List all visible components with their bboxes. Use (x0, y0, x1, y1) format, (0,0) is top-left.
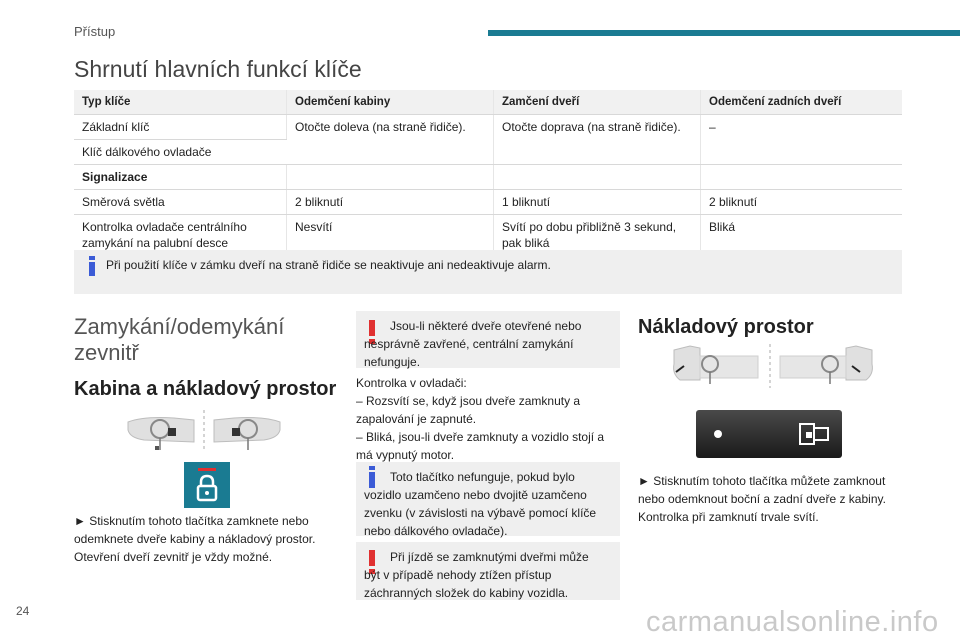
table-header-cell: Odemčení kabiny (287, 90, 494, 115)
cabin-key-diagram (124, 410, 284, 452)
table-cell: Bliká (701, 215, 903, 256)
cargo-lock-button-icon (696, 410, 842, 458)
page-number: 24 (16, 604, 30, 618)
table-cell (701, 165, 903, 190)
table-cell: Signalizace (74, 165, 287, 190)
left-section-title: Zamykání/odemykání zevnitř (74, 314, 285, 365)
info-note-text: Při použití klíče v zámku dveří na straně řidiče se neaktivuje ani nedeaktivuje alarm. (106, 258, 551, 272)
table-cell (287, 165, 494, 190)
table-cell: Svítí po dobu přibližně 3 sekund, pak bliká (494, 215, 701, 256)
table-cell: 2 bliknutí (287, 190, 494, 215)
lock-button-icon (184, 462, 230, 508)
table-header-cell: Typ klíče (74, 90, 287, 115)
right-body-text: ► Stisknutím tohoto tlačítka můžete zamknout nebo odemknout boční a zadní dveře z kabiny. Kontrolka při zamknutí trvale svítí. (638, 474, 886, 524)
warning-text-2: Při jízdě se zamknutými dveřmi může být v případě nehody ztížen přístup záchranných složek do kabiny vozidla. (364, 550, 589, 600)
table-cell (494, 165, 701, 190)
left-body-text: ► Stisknutím tohoto tlačítka zamknete nebo odemknete dveře kabiny a nákladový prostor. Otevření dveří zevnitř je vždy možné. (74, 514, 316, 564)
warning-box-2 (356, 542, 620, 600)
table-cell: 2 bliknutí (701, 190, 903, 215)
middle-text-line-2: – Bliká, jsou-li dveře zamknuty a vozidlo stojí a má vypnutý motor. (356, 430, 605, 462)
table-cell: Nesvítí (287, 215, 494, 256)
cargo-key-diagram (670, 344, 876, 388)
header-accent-bar (488, 30, 960, 36)
footer-watermark: carmanualsonline.info (646, 606, 939, 638)
table-row (74, 115, 902, 140)
right-subtitle: Nákladový prostor (638, 316, 814, 338)
key-functions-table (74, 90, 902, 256)
info-note-box (74, 250, 902, 294)
table-cell: Kontrolka ovladače centrálního zamykání na palubní desce (74, 215, 287, 256)
table-header-cell: Odemčení zadních dveří (701, 90, 903, 115)
warning-box-1 (356, 311, 620, 368)
left-subtitle: Kabina a nákladový prostor (74, 378, 337, 400)
table-header-row (74, 90, 902, 115)
info-text-middle: Toto tlačítko nefunguje, pokud bylo vozidlo uzamčeno nebo dvojitě uzamčeno zvenku (v závislosti na výbavě pomocí klíče nebo dálkového ovladače). (364, 470, 597, 538)
table-cell: 1 bliknutí (494, 190, 701, 215)
info-icon (88, 256, 96, 276)
page-title: Shrnutí hlavních funkcí klíče (74, 56, 362, 82)
table-cell: Klíč dálkového ovladače (74, 140, 287, 165)
middle-text-intro: Kontrolka v ovladači: (356, 376, 467, 390)
table-cell: – (701, 115, 903, 165)
table-row (74, 165, 902, 190)
table-cell: Otočte doleva (na straně řidiče). (287, 115, 494, 165)
middle-text-line-1: – Rozsvítí se, když jsou dveře zamknuty a zapalování je zapnuté. (356, 394, 581, 426)
table-cell: Směrová světla (74, 190, 287, 215)
header-section-label: Přístup (74, 24, 116, 39)
warning-text-1: Jsou-li některé dveře otevřené nebo nesprávně zavřené, centrální zamykání nefunguje. (364, 319, 582, 369)
table-cell: Otočte doprava (na straně řidiče). (494, 115, 701, 165)
table-row (74, 190, 902, 215)
table-cell: Základní klíč (74, 115, 287, 140)
table-header-cell: Zamčení dveří (494, 90, 701, 115)
info-box-middle (356, 462, 620, 536)
